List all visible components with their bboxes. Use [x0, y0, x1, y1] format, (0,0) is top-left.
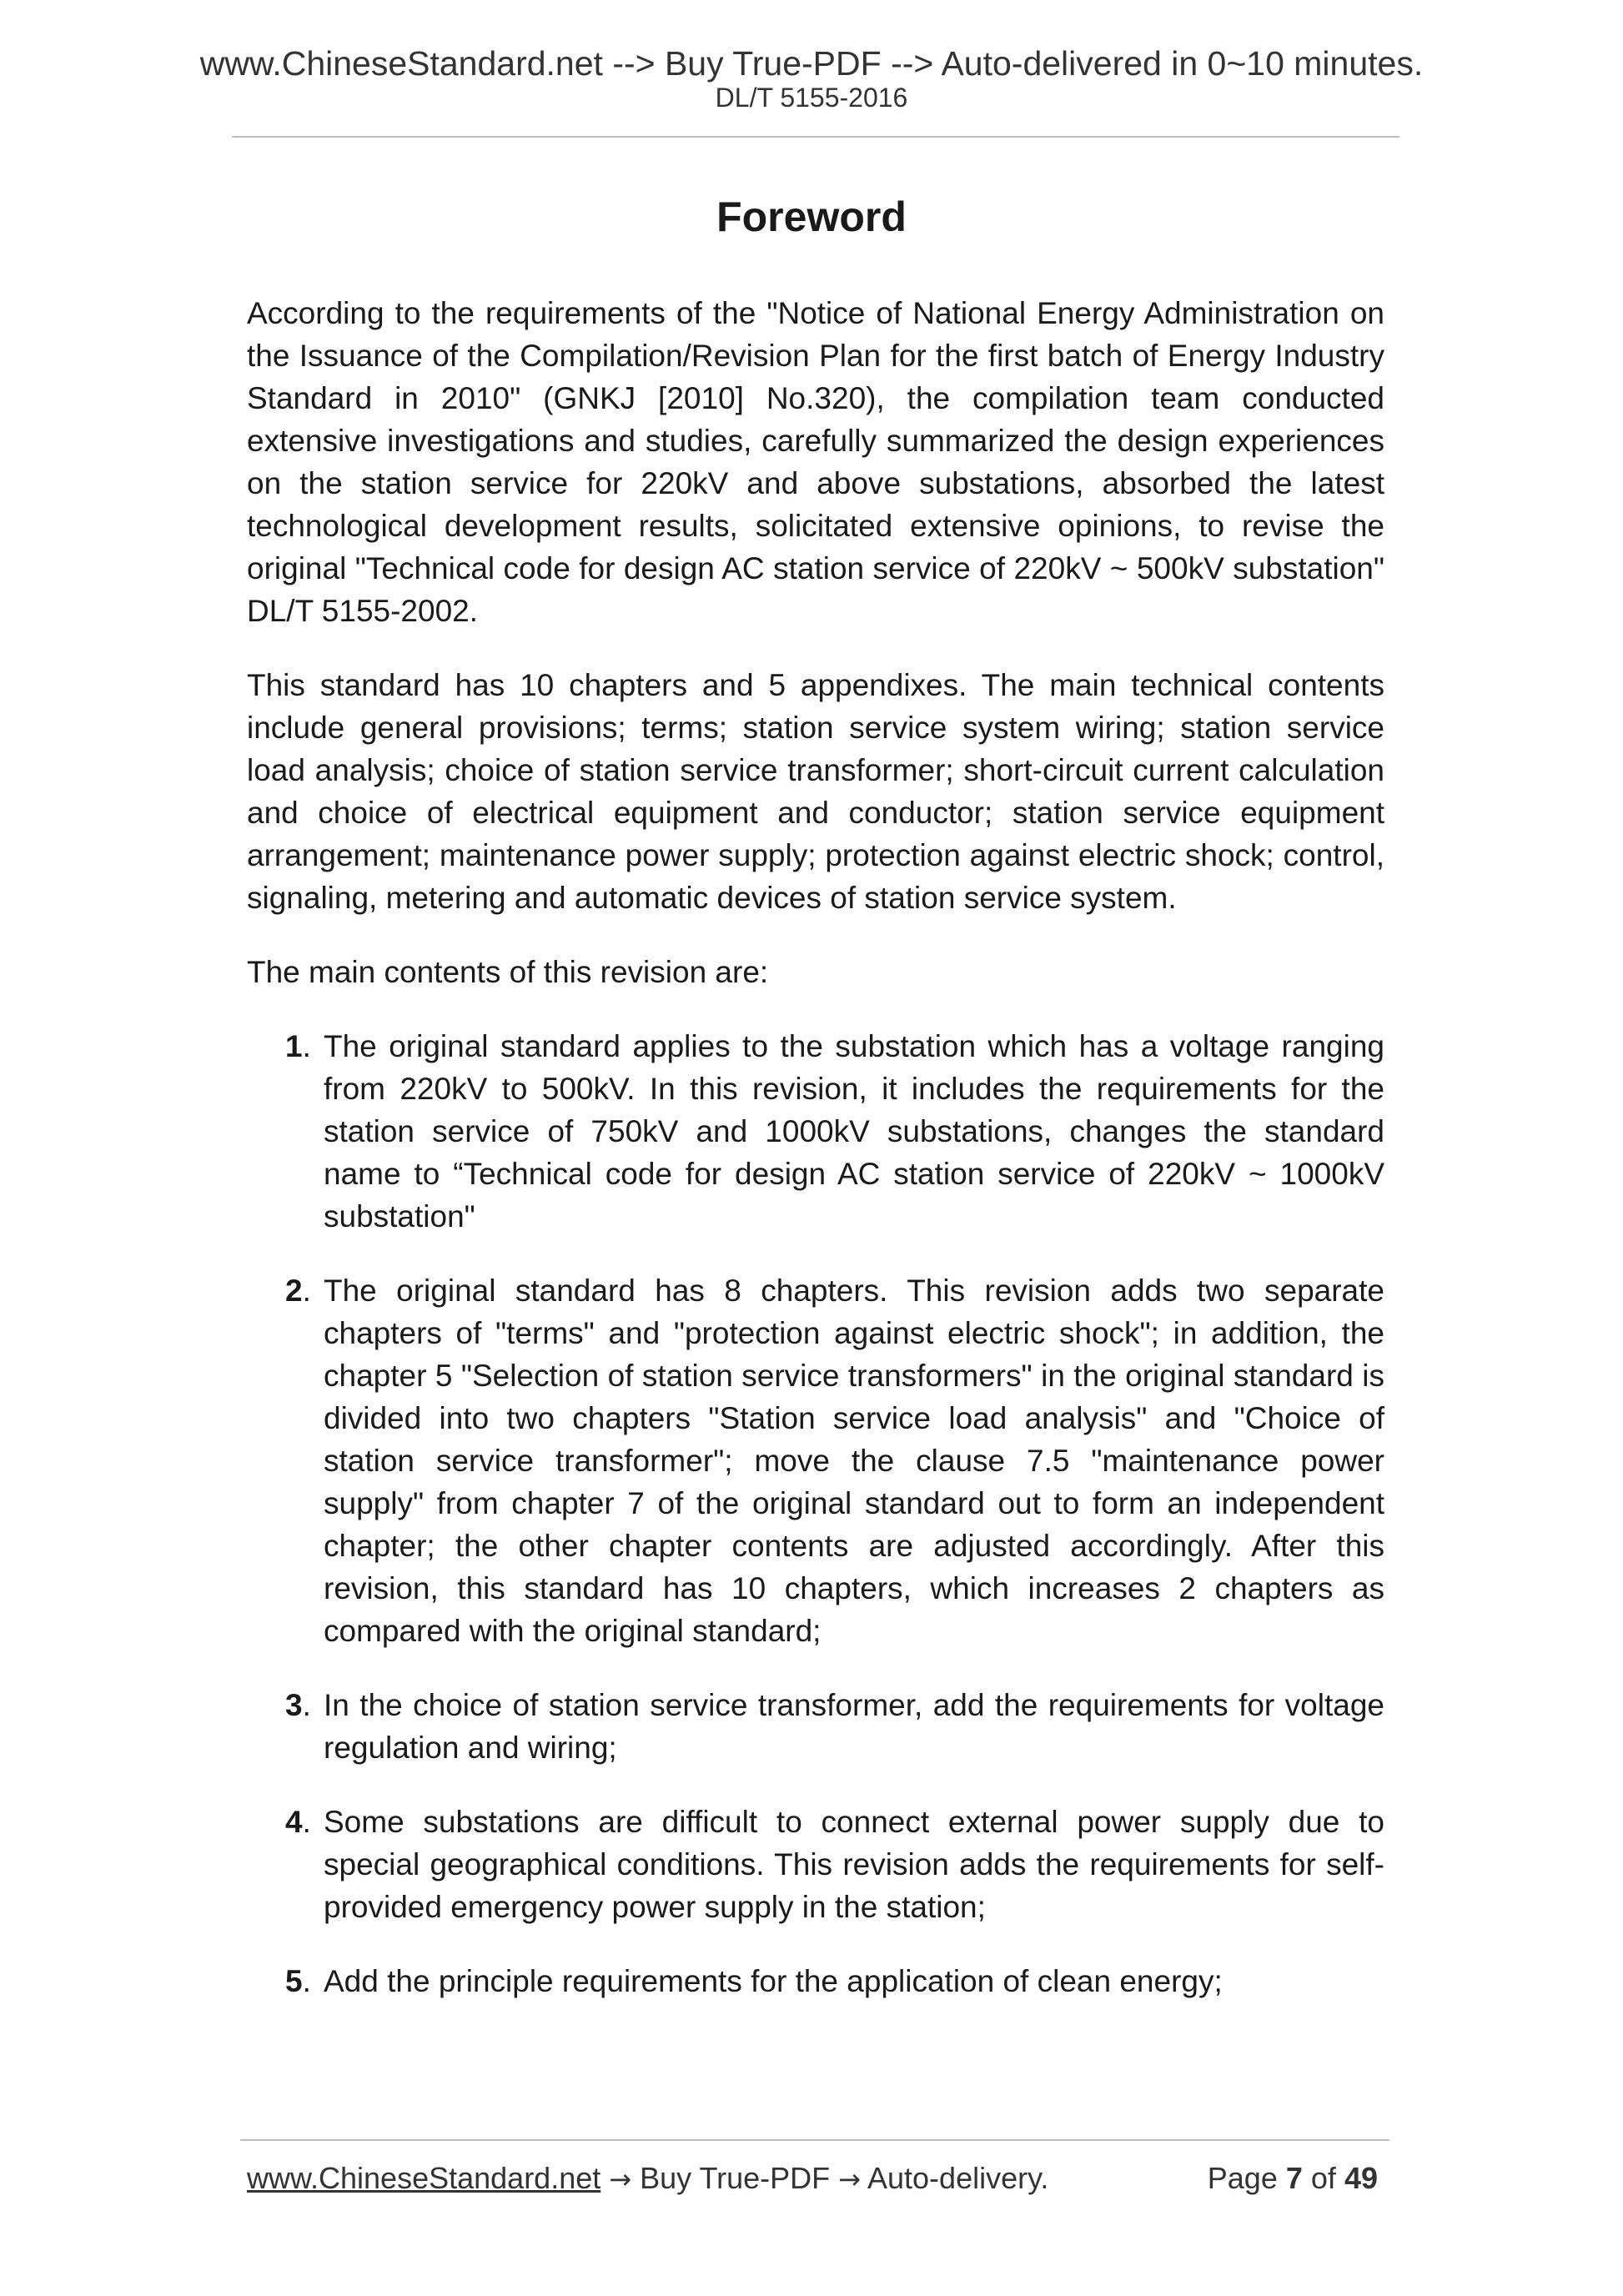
main-content — [247, 292, 1384, 2034]
revision-item-text: In the choice of station service transformer, add the requirements for voltage regulation and wiring; — [324, 1688, 1384, 1765]
footer-buy-text: Buy True-PDF — [640, 2161, 831, 2195]
intro-paragraph: According to the requirements of the "Notice of National Energy Administration on the Issuance of the Compilation/Revision Plan for the first batch of Energy Industry Standard in 2010" (GNKJ [2010] No.320), the compilation team conducted extensive investigations and studies, carefully summarized the design experiences on the station service for 220kV and above substations, absorbed the latest technological development results, solicitated extensive opinions, to revise the original "Technical code for design AC station service of 220kV ~ 500kV substation" DL/T 5155-2002. — [247, 296, 1384, 628]
revision-item — [247, 1801, 1384, 1928]
revision-item-text: Some substations are difficult to connect external power supply due to special geographical conditions. This revision adds the requirements for self-provided emergency power supply in the station; — [324, 1805, 1384, 1924]
revision-item — [247, 1684, 1384, 1769]
page-of-label: of — [1310, 2161, 1336, 2195]
arrow-right-icon: → — [609, 2163, 632, 2195]
revision-item-number: 2. — [285, 1274, 311, 1308]
revision-item — [247, 1269, 1384, 1652]
footer-delivery-text: Auto-delivery. — [867, 2161, 1049, 2195]
page-title: Foreword — [716, 193, 907, 240]
revision-lead-paragraph: The main contents of this revision are: — [247, 955, 769, 989]
page-total: 49 — [1344, 2161, 1378, 2195]
footer-website-link[interactable]: www.ChineseStandard.net — [247, 2161, 601, 2195]
arrow-right-icon: → — [838, 2163, 861, 2195]
revision-item-text: Add the principle requirements for the application of clean energy; — [324, 1964, 1223, 1998]
page-current: 7 — [1285, 2161, 1303, 2195]
scope-paragraph: This standard has 10 chapters and 5 appendixes. The main technical contents include general provisions; terms; station service system wiring; station service load analysis; choice of station service transformer; short-circuit current calculation and choice of electrical equipment and conductor; station service equipment arrangement; maintenance power supply; protection against electric shock; control, signaling, metering and automatic devices of station service system. — [247, 668, 1384, 915]
header-divider — [232, 136, 1399, 138]
footer-divider — [240, 2139, 1389, 2141]
document-number: DL/T 5155-2016 — [715, 83, 908, 113]
revision-item — [247, 1025, 1384, 1238]
revision-list — [247, 1025, 1384, 2002]
page-indicator — [1208, 2160, 1378, 2197]
revision-item-number: 1. — [285, 1029, 311, 1063]
revision-item-text: The original standard has 8 chapters. This revision adds two separate chapters of "terms" and "protection against electric shock"; in addition, the chapter 5 "Selection of station service transformers" in the original standard is divided into two chapters "Station service load analysis" and "Choice of station service transformer"; move the clause 7.5 "maintenance power supply" from chapter 7 of the original standard out to form an independent chapter; the other chapter contents are adjusted accordingly. After this revision, this standard has 10 chapters, which increases 2 chapters as compared with the original standard; — [324, 1274, 1384, 1648]
revision-item-number: 4. — [285, 1805, 311, 1839]
revision-item-number: 3. — [285, 1688, 311, 1722]
header-banner: www.ChineseStandard.net --> Buy True-PDF --> Auto-delivered in 0~10 minutes. — [199, 44, 1424, 83]
page-footer — [247, 2160, 1384, 2198]
revision-item — [247, 1960, 1384, 2002]
page-label: Page — [1207, 2161, 1278, 2195]
revision-item-text: The original standard applies to the substation which has a voltage ranging from 220kV to 500kV. In this revision, it includes the requirements for the station service of 750kV and 1000kV substations, changes the standard name to “Technical code for design AC station service of 220kV ~ 1000kV substation" — [324, 1029, 1384, 1233]
revision-item-number: 5. — [285, 1964, 311, 1998]
